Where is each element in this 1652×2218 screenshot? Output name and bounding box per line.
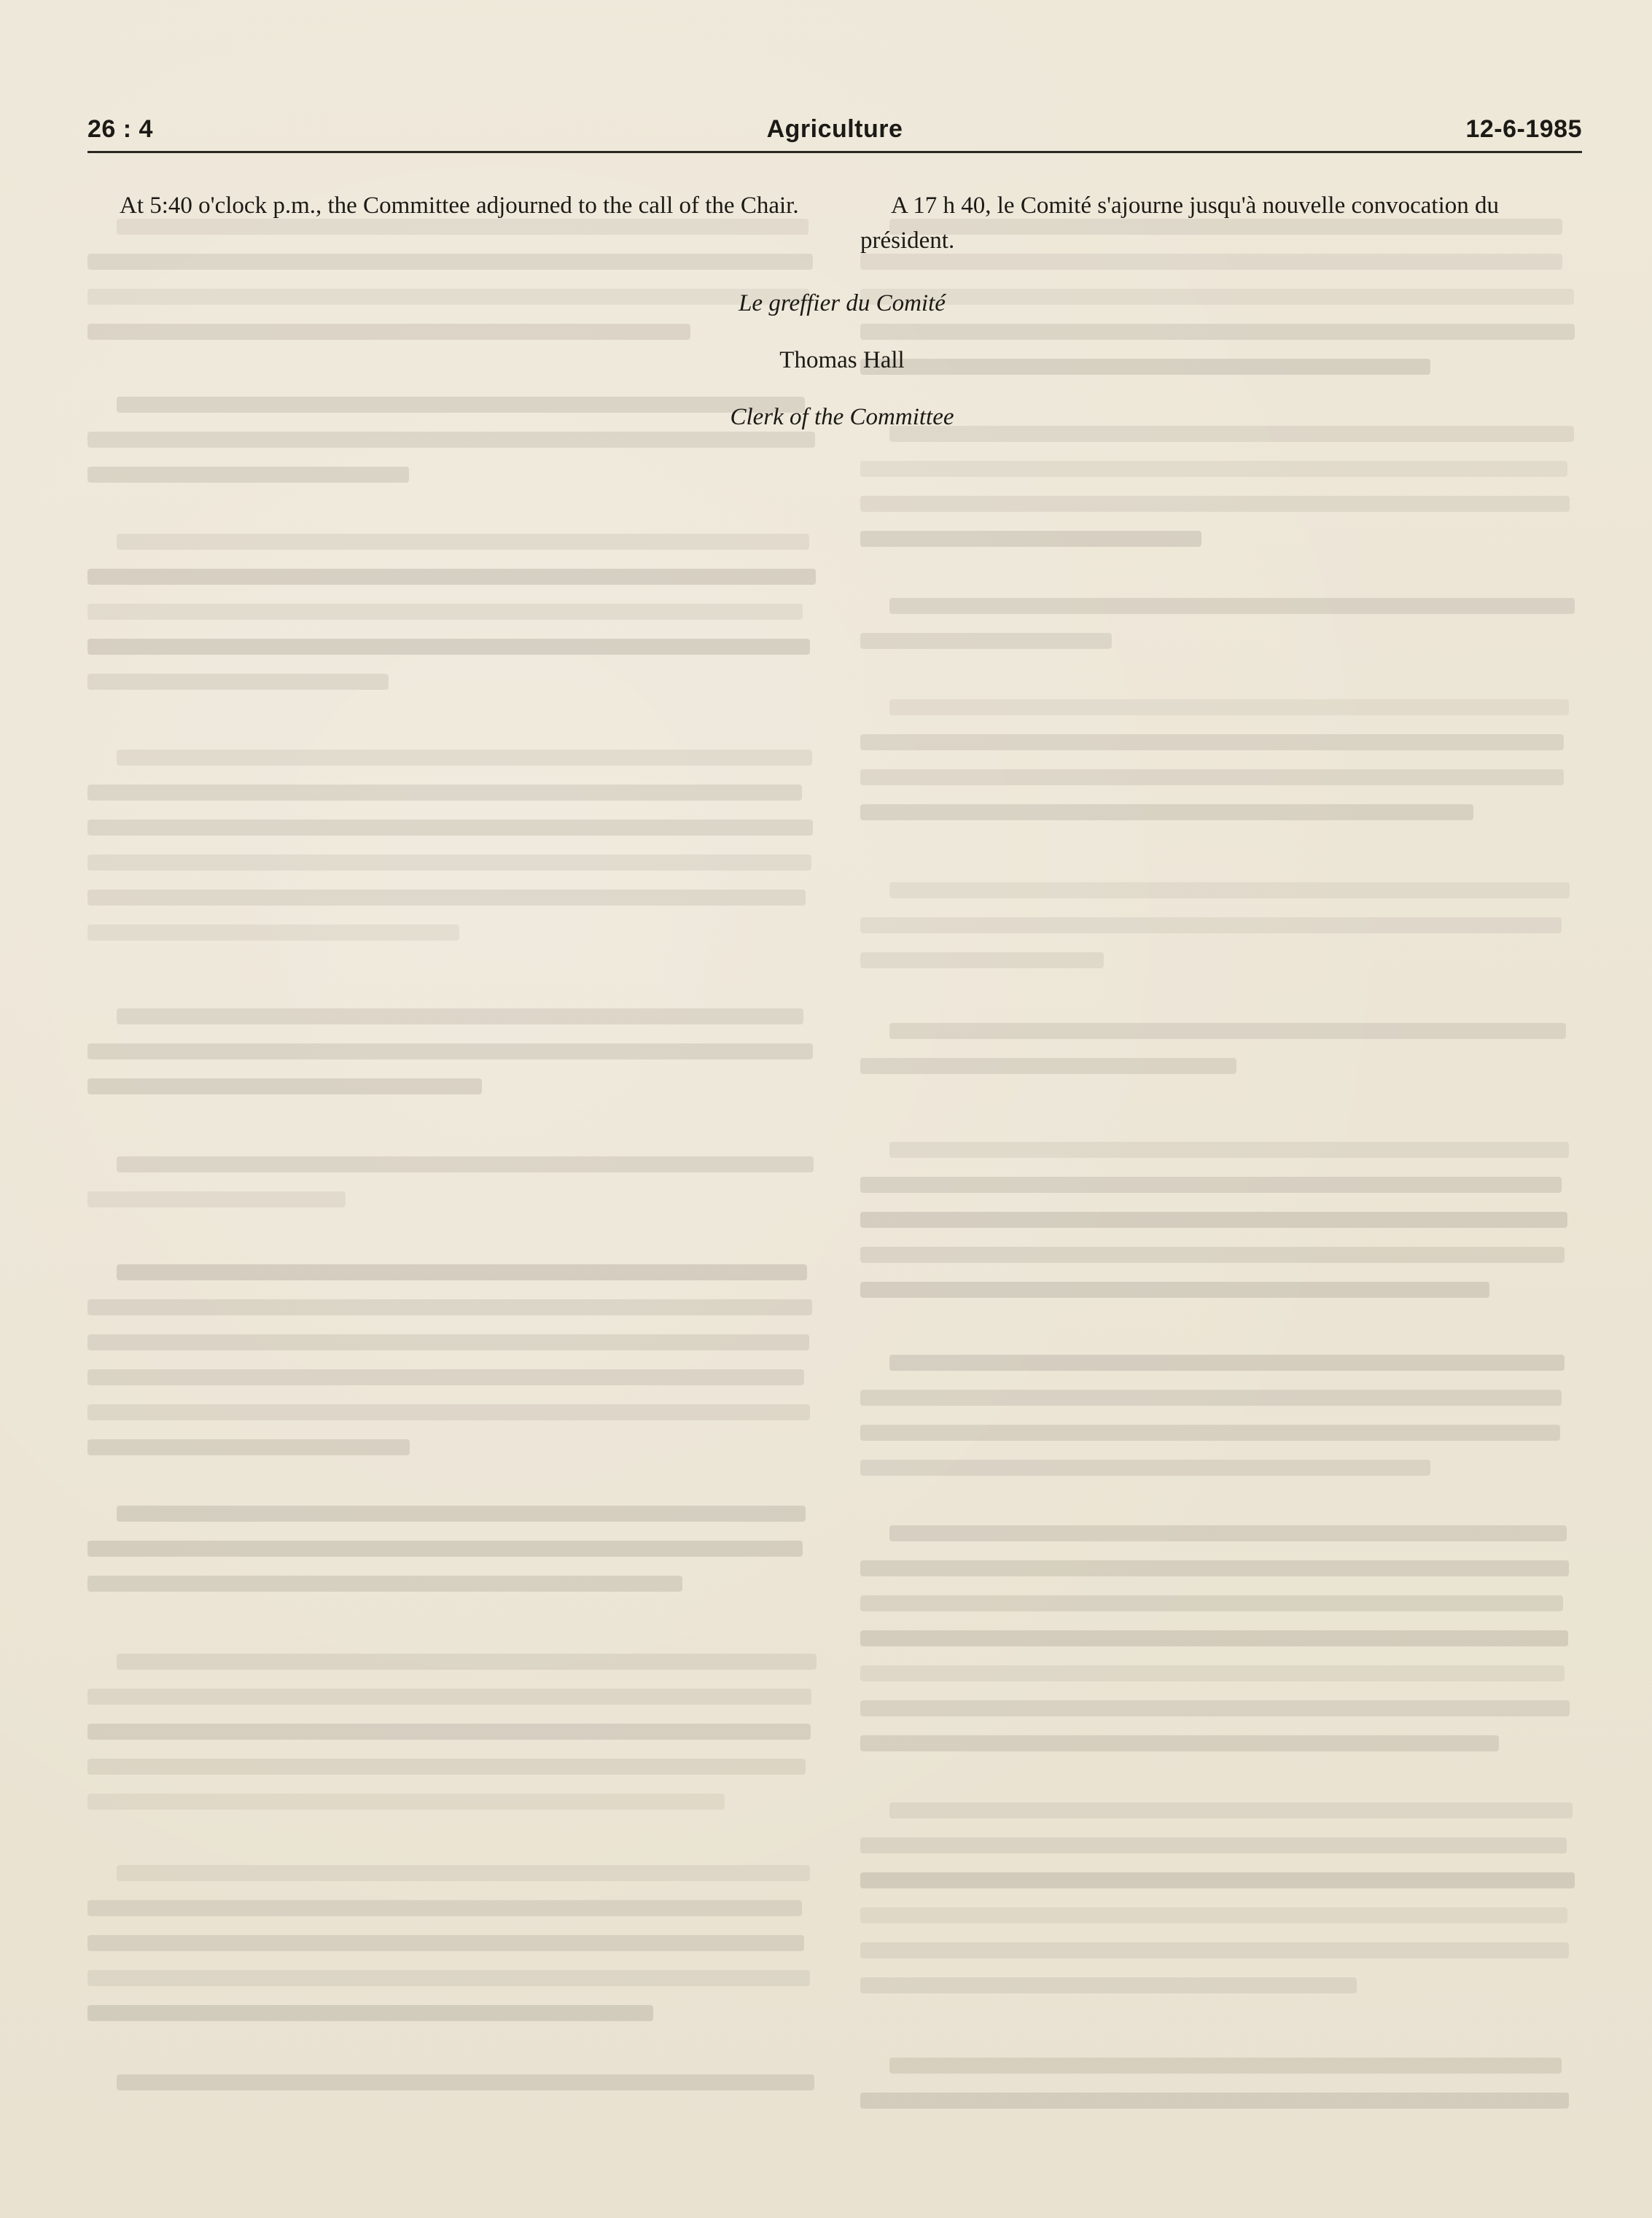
clerk-title-english: Clerk of the Committee — [730, 404, 954, 430]
bleed-line — [889, 1525, 1567, 1541]
bleed-line — [860, 734, 1564, 750]
bleed-line — [860, 917, 1562, 933]
bleed-line — [860, 1942, 1569, 1958]
bleed-line — [87, 639, 810, 655]
bleed-line — [860, 461, 1567, 477]
bleed-line — [860, 1560, 1569, 1576]
bleed-line — [889, 1023, 1566, 1039]
bleed-line — [87, 1541, 803, 1557]
running-header — [87, 109, 1582, 153]
section-title: Agriculture — [766, 115, 903, 143]
bleed-line — [87, 674, 389, 690]
bleed-through-texture — [87, 219, 1575, 2129]
bleed-line — [87, 855, 811, 871]
bleed-line — [860, 1630, 1568, 1646]
signature-block — [642, 286, 1043, 435]
bleed-line — [87, 1935, 804, 1951]
bleed-line — [117, 1264, 807, 1280]
english-adjournment-paragraph: At 5:40 o'clock p.m., the Committee adjourned to the call of the Chair. — [120, 192, 799, 219]
bleed-line — [87, 1078, 482, 1094]
bleed-line — [889, 2058, 1562, 2074]
bleed-line — [860, 1177, 1562, 1193]
english-column — [89, 188, 822, 223]
bleed-line — [87, 1900, 802, 1916]
bleed-line — [87, 1299, 812, 1315]
bleed-line — [117, 1008, 803, 1024]
bleed-line — [117, 1156, 814, 1172]
bleed-line — [87, 1970, 810, 1986]
bleed-line — [860, 1425, 1560, 1441]
bleed-line — [87, 785, 802, 801]
bleed-line — [860, 1282, 1489, 1298]
bleed-line — [860, 769, 1564, 785]
bleed-line — [87, 1794, 725, 1810]
bleed-line — [889, 598, 1575, 614]
bleed-line — [87, 254, 813, 270]
bleed-line — [860, 633, 1112, 649]
bleed-line — [87, 1369, 804, 1385]
bleed-line — [860, 804, 1473, 820]
bleed-line — [87, 820, 813, 836]
bleed-line — [87, 467, 409, 483]
bleed-line — [87, 604, 803, 620]
bleed-line — [87, 324, 690, 340]
bleed-line — [87, 890, 806, 906]
bleed-line — [860, 1837, 1567, 1853]
bleed-line — [860, 1700, 1570, 1716]
bleed-line — [860, 1595, 1563, 1611]
bleed-line — [860, 1247, 1565, 1263]
header-date: 12-6-1985 — [1465, 115, 1582, 143]
header-rule — [87, 151, 1582, 153]
bleed-line — [117, 1865, 810, 1881]
bleed-line — [860, 2093, 1569, 2109]
bleed-line — [117, 750, 812, 766]
bleed-line — [87, 1759, 806, 1775]
bleed-line — [860, 531, 1201, 547]
bleed-line — [117, 534, 809, 550]
bleed-line — [860, 1460, 1430, 1476]
bleed-line — [87, 1404, 810, 1420]
bleed-line — [860, 1058, 1236, 1074]
bleed-line — [889, 1802, 1573, 1818]
bleed-line — [860, 952, 1104, 968]
bleed-line — [889, 699, 1569, 715]
clerk-title-french: Le greffier du Comité — [739, 290, 946, 316]
bleed-line — [860, 1390, 1562, 1406]
bleed-line — [860, 1872, 1575, 1888]
bleed-line — [117, 1506, 806, 1522]
french-adjournment-paragraph: A 17 h 40, le Comité s'ajourne jusqu'à nouvelle convocation du président. — [860, 192, 1499, 254]
bleed-line — [889, 1142, 1569, 1158]
bleed-line — [87, 1334, 809, 1350]
bleed-line — [889, 882, 1570, 898]
bleed-line — [87, 925, 459, 941]
bleed-line — [87, 1724, 811, 1740]
bleed-line — [87, 1689, 811, 1705]
bleed-line — [87, 569, 816, 585]
bleed-line — [860, 496, 1570, 512]
signature-spacer — [642, 321, 1043, 343]
bleed-line — [87, 1043, 813, 1059]
bleed-line — [860, 1665, 1565, 1681]
bleed-line — [860, 1907, 1567, 1923]
bleed-line — [117, 2074, 814, 2090]
bleed-line — [860, 1735, 1499, 1751]
clerk-name: Thomas Hall — [779, 347, 905, 373]
bleed-line — [87, 2005, 653, 2021]
page-number: 26 : 4 — [87, 115, 153, 143]
bleed-line — [87, 1439, 410, 1455]
bleed-line — [87, 1191, 346, 1207]
bleed-line — [889, 1355, 1565, 1371]
bleed-line — [860, 1977, 1357, 1993]
bleed-line — [87, 1576, 682, 1592]
bleed-line — [860, 1212, 1567, 1228]
french-column — [860, 188, 1582, 258]
signature-spacer — [642, 378, 1043, 400]
bleed-line — [117, 1654, 817, 1670]
